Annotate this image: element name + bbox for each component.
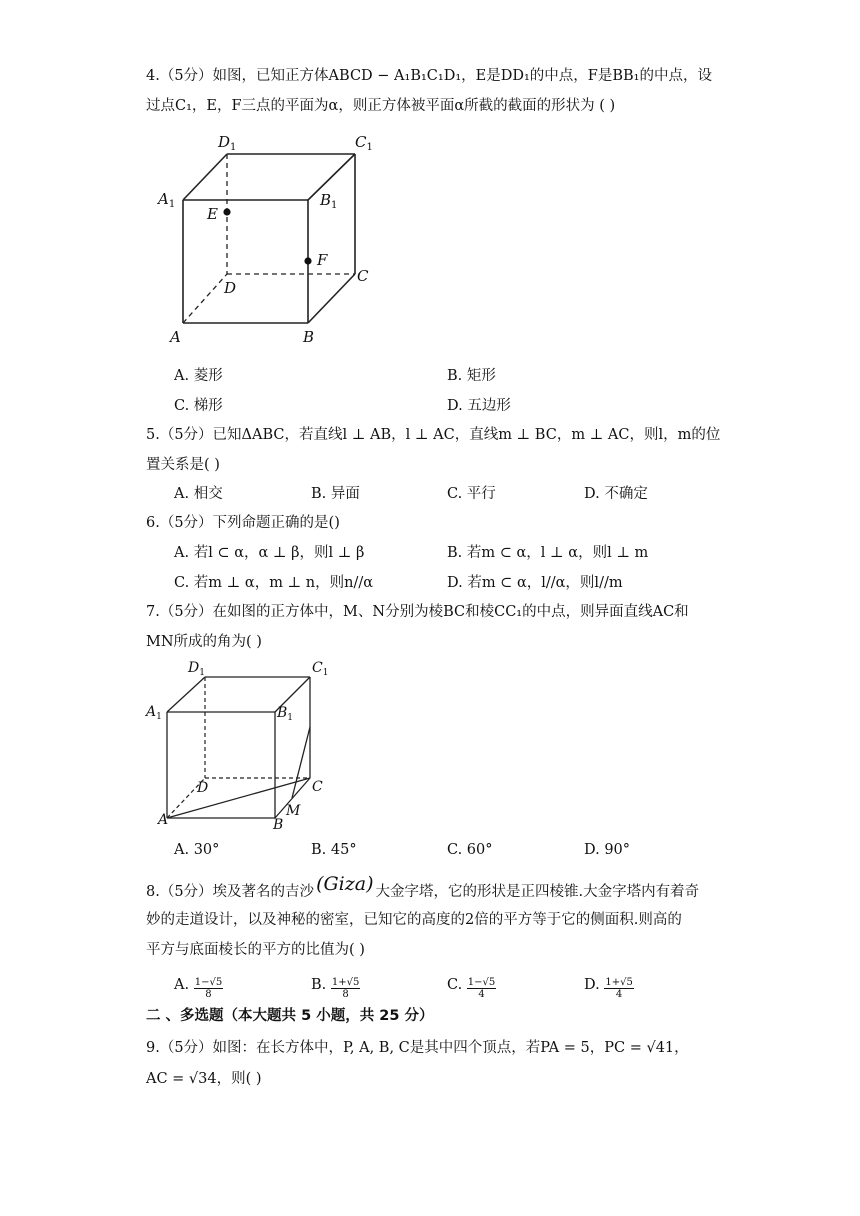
label-m: M [286, 803, 301, 819]
point-f [304, 257, 311, 264]
q4-option-c[interactable]: C. 梯形 [174, 398, 223, 414]
q5-text-line2: 置关系是( ) [146, 457, 220, 473]
label-a: A [170, 328, 181, 346]
label-d: D [224, 279, 237, 297]
q4-option-a[interactable]: A. 菱形 [174, 368, 223, 384]
label-a: A [158, 812, 169, 828]
q6-option-a[interactable]: A. 若l ⊂ α，α ⊥ β，则l ⊥ β [174, 545, 365, 561]
q8-option-d[interactable]: D. $\frac{1+√5}{4}$ [584, 977, 633, 1000]
label-a1: $A_1$ [158, 190, 176, 210]
label-b: B [303, 328, 315, 346]
q7-option-a[interactable]: A. 30° [174, 842, 220, 858]
q5-option-d[interactable]: D. 不确定 [584, 486, 648, 502]
q4-text-line1: 4.（5分）如图，已知正方体ABCD − A₁B₁C₁D₁，E是DD₁的中点，F是BB₁的中点，设 [146, 68, 712, 84]
label-d: D [197, 780, 209, 796]
point-e [223, 208, 230, 215]
q9-text-line2: AC = √34，则( ) [146, 1071, 262, 1087]
q6-option-c[interactable]: C. 若m ⊥ α，m ⊥ n，则n//α [174, 575, 374, 591]
label-c1: $C_1$ [312, 660, 329, 678]
q6-option-b[interactable]: B. 若m ⊂ α，l ⊥ α，则l ⊥ m [447, 545, 649, 561]
q4-text-line2: 过点C₁，E，F三点的平面为α，则正方体被平面α所截的截面的形状为 ( ) [146, 98, 616, 114]
label-c: C [357, 267, 369, 285]
q7-option-c[interactable]: C. 60° [447, 842, 493, 858]
label-b1: $B_1$ [320, 191, 338, 211]
q8-text-line3: 平方与底面棱长的平方的比值为( ) [146, 942, 365, 958]
label-a1: $A_1$ [146, 704, 162, 722]
q5-text-line1: 5.（5分）已知ΔABC，若直线l ⊥ AB，l ⊥ AC，直线m ⊥ BC，m ⊥ AC，则l，m的位 [146, 427, 721, 443]
label-d1: $D_1$ [218, 133, 237, 153]
q8-option-a[interactable]: A. $\frac{1-√5}{8}$ [174, 977, 223, 1000]
label-b: B [273, 817, 284, 833]
q7-option-d[interactable]: D. 90° [584, 842, 631, 858]
q5-option-c[interactable]: C. 平行 [447, 486, 496, 502]
q6-option-d[interactable]: D. 若m ⊂ α，l//α，则l//m [447, 575, 623, 591]
label-b1: $B_1$ [277, 705, 294, 723]
section-heading-multi-choice: 二 、多选题（本大题共 5 小题，共 25 分） [146, 1008, 434, 1024]
giza-term: (Giza) [316, 873, 374, 895]
q7-option-b[interactable]: B. 45° [311, 842, 357, 858]
q9-text-line1: 9.（5分）如图：在长方体中，P, A, B, C是其中四个顶点，若PA = 5，PC = √41， [146, 1040, 689, 1056]
q6-text-line1: 6.（5分）下列命题正确的是() [146, 515, 340, 531]
q5-option-b[interactable]: B. 异面 [311, 486, 360, 502]
q7-text-line1: 7.（5分）在如图的正方体中，M、N分别为棱BC和棱CC₁的中点，则异面直线AC和 [146, 604, 689, 620]
q4-option-b[interactable]: B. 矩形 [447, 368, 496, 384]
q4-option-d[interactable]: D. 五边形 [447, 398, 511, 414]
q4-cube-figure [150, 128, 390, 348]
q7-text-line2: MN所成的角为( ) [146, 634, 262, 650]
q8-option-b[interactable]: B. $\frac{1+√5}{8}$ [311, 977, 360, 1000]
q7-cube-figure [140, 655, 360, 835]
label-f: F [317, 251, 328, 269]
label-c: C [312, 779, 323, 795]
label-d1: $D_1$ [188, 660, 205, 678]
label-c1: $C_1$ [355, 133, 373, 153]
q5-option-a[interactable]: A. 相交 [174, 486, 223, 502]
q8-text-line2: 妙的走道设计，以及神秘的密室，已知它的高度的2倍的平方等于它的侧面积.则高的 [146, 912, 682, 928]
q8-option-c[interactable]: C. $\frac{1-√5}{4}$ [447, 977, 496, 1000]
label-e: E [207, 205, 218, 223]
q8-text-line1: 8.（5分）埃及著名的吉沙 (Giza) 大金字塔，它的形状是正四棱锥.大金字塔内有着奇 [146, 873, 700, 900]
